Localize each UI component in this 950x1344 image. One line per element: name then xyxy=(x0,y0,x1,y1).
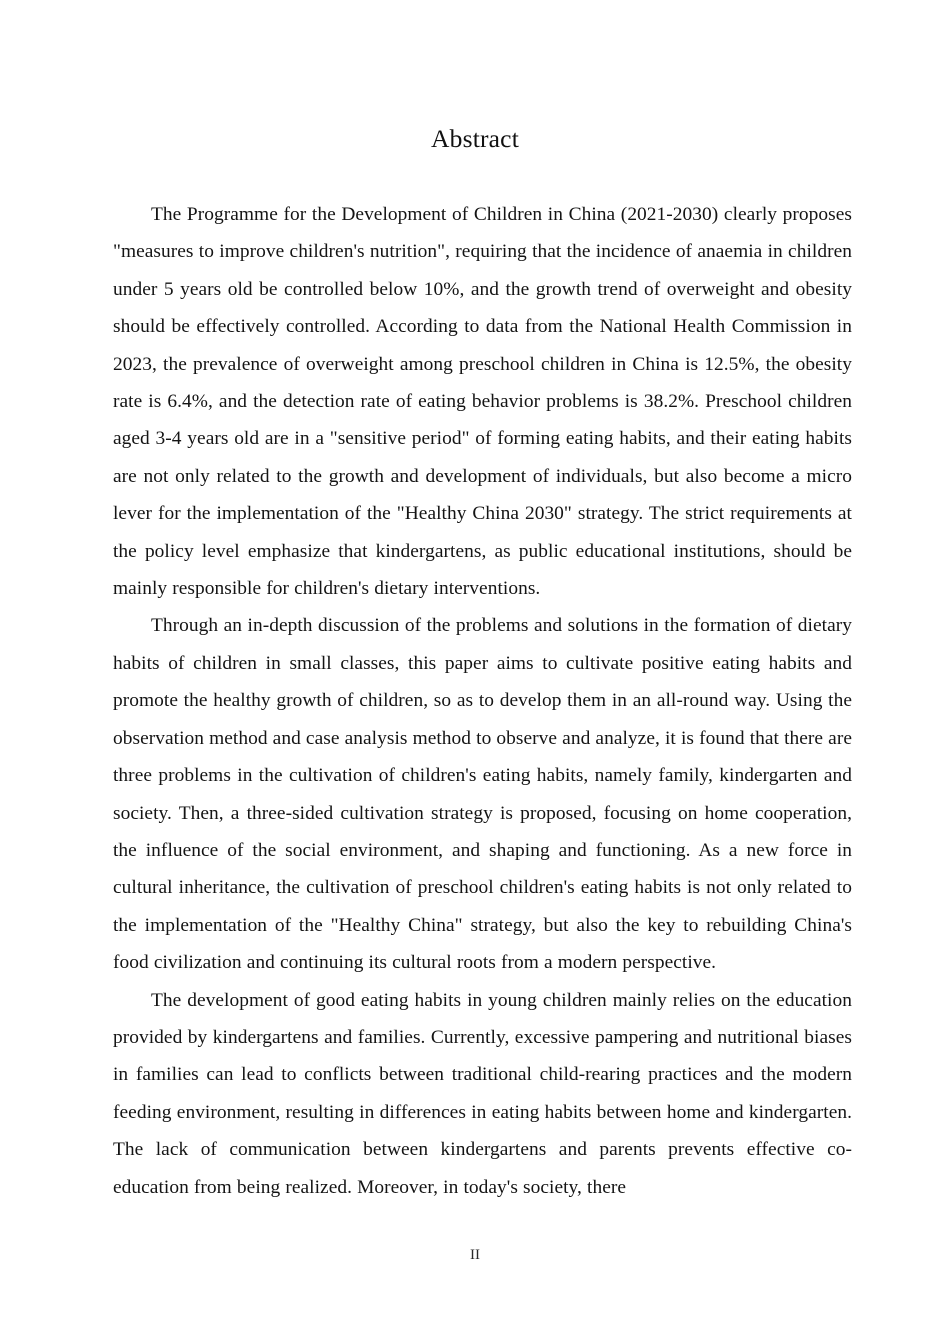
paragraph-1: The Programme for the Development of Children in China (2021-2030) clearly proposes "measures to improve children's nutrition", requiring that the incidence of anaemia in children under 5 years old be controlled below 10%, and the growth trend of overweight and obesity should be effectively controlled. According to data from the National Health Commission in 2023, the prevalence of overweight among preschool children in China is 12.5%, the obesity rate is 6.4%, and the detection rate of eating behavior problems is 38.2%. Preschool children aged 3-4 years old are in a "sensitive period" of forming eating habits, and their eating habits are not only related to the growth and development of individuals, but also become a micro lever for the implementation of the "Healthy China 2030" strategy. The strict requirements at the policy level emphasize that kindergartens, as public educational institutions, should be mainly responsible for children's dietary interventions. xyxy=(113,204,852,600)
paragraph-3: The development of good eating habits in young children mainly relies on the education provided by kindergartens and families. Currently, excessive pampering and nutritional biases in families can lead to conflicts between traditional child-rearing practices and the modern feeding environment, resulting in differences in eating habits between home and kindergarten. The lack of communication between kindergartens and parents prevents effective co-education from being realized. Moreover, in today's society, there xyxy=(113,989,852,1198)
paragraph-2: Through an in-depth discussion of the problems and solutions in the formation of dietary habits of children in small classes, this paper aims to cultivate positive eating habits and promote the healthy growth of children, so as to develop them in an all-round way. Using the observation method and case analysis method to observe and analyze, it is found that there are three problems in the cultivation of children's eating habits, namely family, kindergarten and society. Then, a three-sided cultivation strategy is proposed, focusing on home cooperation, the influence of the social environment, and shaping and functioning. As a new force in cultural inheritance, the cultivation of preschool children's eating habits is not only related to the implementation of the "Healthy China" strategy, but also the key to rebuilding China's food civilization and continuing its cultural roots from a modern perspective. xyxy=(113,615,852,974)
page-number: II xyxy=(470,1247,480,1263)
page-title: Abstract xyxy=(431,124,519,153)
abstract-body xyxy=(113,196,852,1206)
